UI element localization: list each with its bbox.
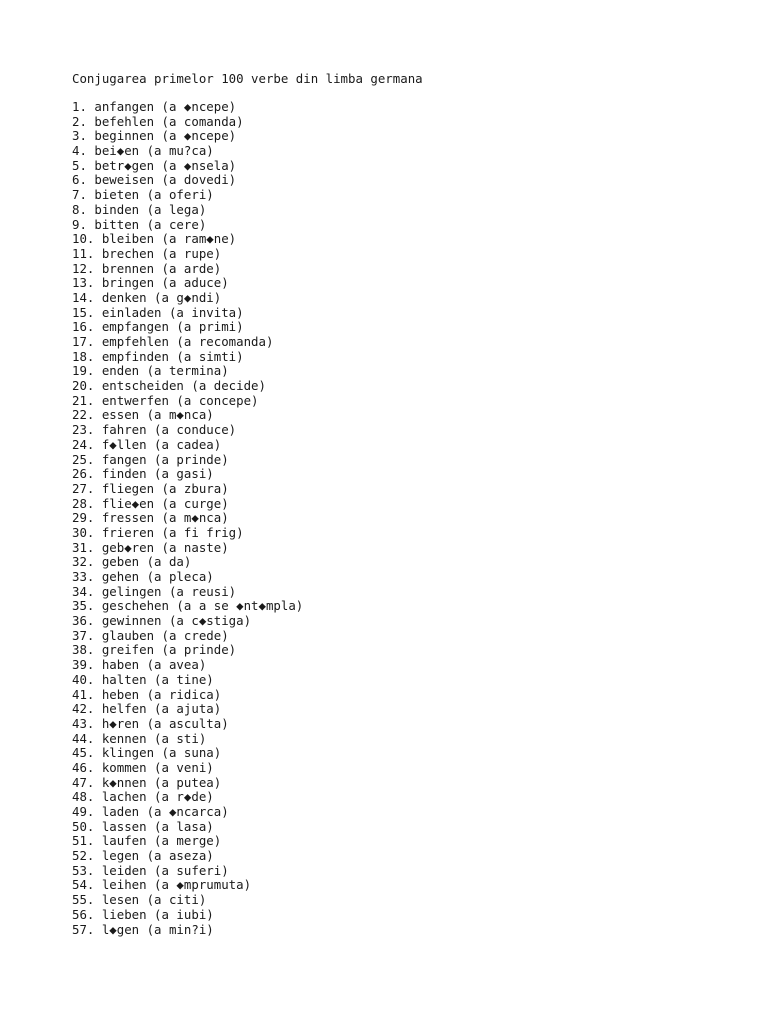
verb-list-item: 34. gelingen (a reusi) bbox=[72, 583, 237, 599]
verb-list-item: 30. frieren (a fi frig) bbox=[72, 524, 244, 540]
verb-list-item: 19. enden (a termina) bbox=[72, 363, 229, 379]
verb-list-item: 50. lassen (a lasa) bbox=[72, 818, 214, 834]
document-page bbox=[72, 71, 752, 937]
verb-list-item: 28. flie◆en (a curge) bbox=[72, 495, 229, 511]
verb-list-item: 57. l◆gen (a min?i) bbox=[72, 921, 214, 937]
verb-list-item: 9. bitten (a cere) bbox=[72, 216, 207, 232]
verb-list-item: 21. entwerfen (a concepe) bbox=[72, 392, 259, 408]
verb-list-item: 45. klingen (a suna) bbox=[72, 745, 222, 761]
verb-list-item: 32. geben (a da) bbox=[72, 554, 192, 570]
verb-list-item: 33. gehen (a pleca) bbox=[72, 569, 214, 584]
verb-list-item: 48. lachen (a r◆de) bbox=[72, 789, 214, 805]
verb-list-item: 3. beginnen (a ◆ncepe) bbox=[72, 128, 237, 144]
verb-list-item: 43. h◆ren (a asculta) bbox=[72, 715, 229, 731]
verb-list-item: 29. fressen (a m◆nca) bbox=[72, 510, 229, 526]
verb-list-item: 27. fliegen (a zbura) bbox=[72, 480, 229, 496]
verb-list-item: 38. greifen (a prinde) bbox=[72, 642, 237, 658]
verb-list-item: 15. einladen (a invita) bbox=[72, 304, 244, 320]
verb-list-item: 25. fangen (a prinde) bbox=[72, 451, 229, 467]
verb-list-item: 5. betr◆gen (a ◆nsela) bbox=[72, 157, 237, 173]
verb-list-item: 56. lieben (a iubi) bbox=[72, 906, 214, 922]
verb-list-item: 11. brechen (a rupe) bbox=[72, 245, 222, 261]
verb-list-item: 39. haben (a avea) bbox=[72, 657, 207, 673]
verb-list-item: 42. helfen (a ajuta) bbox=[72, 701, 222, 717]
verb-list-item: 7. bieten (a oferi) bbox=[72, 187, 214, 203]
verb-list-item: 54. leihen (a ◆mprumuta) bbox=[72, 877, 252, 893]
verb-list-item: 36. gewinnen (a c◆stiga) bbox=[72, 613, 252, 629]
verb-list-item: 16. empfangen (a primi) bbox=[72, 319, 244, 335]
verb-list-item: 31. geb◆ren (a naste) bbox=[72, 539, 229, 555]
verb-list-item: 51. laufen (a merge) bbox=[72, 833, 222, 849]
verb-list-item: 41. heben (a ridica) bbox=[72, 686, 222, 702]
verb-list-item: 49. laden (a ◆ncarca) bbox=[72, 804, 229, 819]
verb-list-item: 6. beweisen (a dovedi) bbox=[72, 172, 237, 188]
verb-list-item: 40. halten (a tine) bbox=[72, 671, 214, 687]
verb-list-item: 22. essen (a m◆nca) bbox=[72, 407, 214, 423]
verb-list-item: 8. binden (a lega) bbox=[72, 201, 207, 217]
verb-list-item: 20. entscheiden (a decide) bbox=[72, 378, 266, 394]
verb-list-item: 4. bei◆en (a mu?ca) bbox=[72, 143, 214, 159]
verb-list-item: 24. f◆llen (a cadea) bbox=[72, 436, 222, 452]
verb-list-item: 26. finden (a gasi) bbox=[72, 466, 214, 482]
verb-list-item: 10. bleiben (a ram◆ne) bbox=[72, 231, 237, 247]
verb-list-item: 18. empfinden (a simti) bbox=[72, 348, 244, 364]
verb-list-item: 44. kennen (a sti) bbox=[72, 730, 207, 746]
verb-list-item: 2. befehlen (a comanda) bbox=[72, 113, 244, 129]
verb-list-item: 47. k◆nnen (a putea) bbox=[72, 774, 222, 790]
verb-list-item: 1. anfangen (a ◆ncepe) bbox=[72, 99, 237, 114]
verb-list-item: 46. kommen (a veni) bbox=[72, 759, 214, 775]
verb-list-item: 35. geschehen (a a se ◆nt◆mpla) bbox=[72, 598, 304, 614]
verb-list-item: 12. brennen (a arde) bbox=[72, 260, 222, 276]
verb-list bbox=[72, 100, 752, 937]
verb-list-item: 55. lesen (a citi) bbox=[72, 892, 207, 908]
verb-list-item: 53. leiden (a suferi) bbox=[72, 862, 229, 878]
verb-list-item: 14. denken (a g◆ndi) bbox=[72, 289, 222, 305]
verb-list-item: 17. empfehlen (a recomanda) bbox=[72, 334, 274, 349]
verb-list-item: 23. fahren (a conduce) bbox=[72, 422, 237, 438]
document-title: Conjugarea primelor 100 verbe din limba germana bbox=[72, 71, 423, 86]
verb-list-item: 13. bringen (a aduce) bbox=[72, 275, 229, 291]
verb-list-item: 52. legen (a aseza) bbox=[72, 848, 214, 864]
verb-list-item: 37. glauben (a crede) bbox=[72, 627, 229, 643]
